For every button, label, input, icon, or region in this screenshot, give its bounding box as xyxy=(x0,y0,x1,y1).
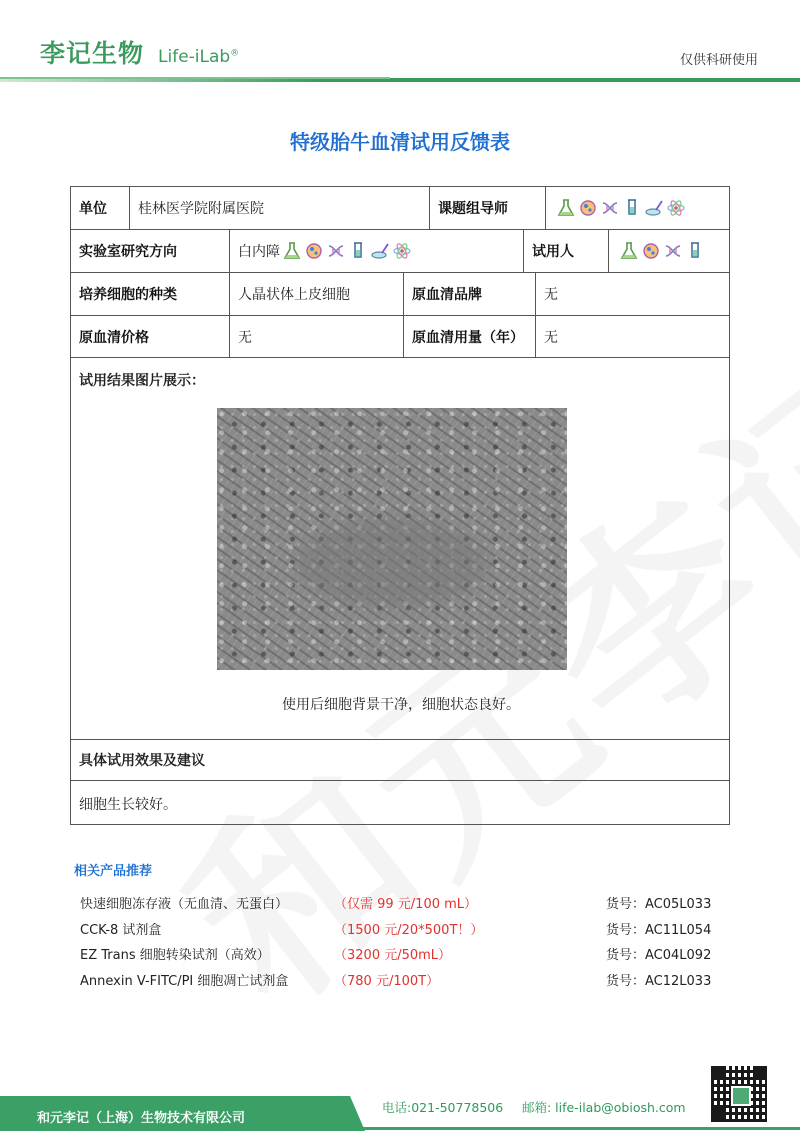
bacteria-icon xyxy=(641,241,661,261)
flask-icon xyxy=(556,198,576,218)
original-brand-label: 原血清品牌 xyxy=(404,273,536,315)
unit-label: 单位 xyxy=(71,187,130,229)
research-use-only-note: 仅供科研使用 xyxy=(679,53,758,68)
document-title: 特级胎牛血清试用反馈表 xyxy=(290,130,510,154)
flask-icon xyxy=(282,241,302,261)
atom-icon xyxy=(666,198,686,218)
footer-email: 邮箱: life-ilab@obiosh.com xyxy=(522,1100,686,1115)
dna-icon xyxy=(600,198,620,218)
beaker-icon xyxy=(685,241,705,261)
beaker-icon xyxy=(622,198,642,218)
footer-phone: 电话:021-50778506 xyxy=(382,1100,504,1115)
brand-logo xyxy=(40,34,239,70)
bacteria-icon xyxy=(304,241,324,261)
feedback-form-table xyxy=(70,186,730,825)
page-header xyxy=(0,0,800,84)
brand-name-en-text: Life-iLab xyxy=(158,47,231,67)
effects-divider xyxy=(71,780,729,781)
header-divider xyxy=(0,78,800,82)
product-item xyxy=(80,919,720,945)
product-name: EZ Trans 细胞转染试剂（高效） xyxy=(80,948,270,963)
form-row-unit xyxy=(71,187,729,230)
bacteria-icon xyxy=(578,198,598,218)
original-price-value: 无 xyxy=(230,316,404,357)
product-item xyxy=(80,893,720,919)
original-usage-label: 原血清用量（年） xyxy=(404,316,536,357)
research-direction-text: 白内障 xyxy=(238,244,280,260)
results-section xyxy=(71,358,729,740)
product-name: CCK-8 试剂盒 xyxy=(80,922,162,938)
results-caption: 使用后细胞背景干净，细胞状态良好。 xyxy=(282,697,520,713)
atom-icon xyxy=(392,241,412,261)
masked-name-icons xyxy=(619,241,705,261)
form-row-price xyxy=(71,316,729,358)
pi-label: 课题组导师 xyxy=(430,187,546,229)
cell-type-label: 培养细胞的种类 xyxy=(71,273,230,315)
product-price: （3200 元/50mL） xyxy=(334,948,452,963)
product-price: （仅需 99 元/100 mL） xyxy=(334,897,478,912)
effects-label: 具体试用效果及建议 xyxy=(79,753,205,769)
footer-company-name: 和元李记（上海）生物技术有限公司 xyxy=(37,1111,246,1126)
product-code: 货号：AC04L092 xyxy=(606,948,712,963)
research-direction-value xyxy=(230,230,524,272)
form-row-cell-type xyxy=(71,273,729,316)
masked-icons xyxy=(282,241,412,261)
related-products-title: 相关产品推荐 xyxy=(74,864,153,879)
brand-name-en xyxy=(158,47,239,67)
beaker-icon xyxy=(348,241,368,261)
product-code: 货号：AC05L033 xyxy=(606,897,712,912)
cell-type-value: 人晶状体上皮细胞 xyxy=(230,273,404,315)
brand-name-cn: 李记生物 xyxy=(40,39,145,68)
product-price: （1500 元/20*500T！） xyxy=(334,922,484,938)
unit-value: 桂林医学院附属医院 xyxy=(130,187,430,229)
flask-icon xyxy=(619,241,639,261)
original-price-label: 原血清价格 xyxy=(71,316,230,357)
footer-divider xyxy=(355,1127,800,1130)
product-name: 快速细胞冻存液（无血清、无蛋白） xyxy=(80,897,289,912)
cell-micrograph-image xyxy=(217,408,567,670)
related-products-list xyxy=(80,893,720,995)
effects-value: 细胞生长较好。 xyxy=(79,797,177,813)
research-direction-label: 实验室研究方向 xyxy=(71,230,230,272)
results-label: 试用结果图片展示： xyxy=(79,373,205,389)
petri-dish-icon xyxy=(644,198,664,218)
product-price: （780 元/100T） xyxy=(334,973,440,989)
effects-section xyxy=(71,740,729,824)
qr-code-icon xyxy=(711,1066,767,1122)
pi-value-masked xyxy=(546,187,729,229)
registered-mark: ® xyxy=(230,48,240,59)
product-name: Annexin V-FITC/PI 细胞凋亡试剂盒 xyxy=(80,973,289,989)
product-code: 货号：AC11L054 xyxy=(606,922,712,938)
petri-dish-icon xyxy=(370,241,390,261)
original-brand-value: 无 xyxy=(544,287,558,303)
form-row-research xyxy=(71,230,729,273)
tester-value-masked xyxy=(609,230,729,272)
masked-name-icons xyxy=(556,198,686,218)
tester-label: 试用人 xyxy=(524,230,609,272)
dna-icon xyxy=(663,241,683,261)
dna-icon xyxy=(326,241,346,261)
product-item xyxy=(80,944,720,970)
original-usage-value: 无 xyxy=(544,329,558,346)
product-code: 货号：AC12L033 xyxy=(606,973,712,989)
product-item xyxy=(80,970,720,996)
